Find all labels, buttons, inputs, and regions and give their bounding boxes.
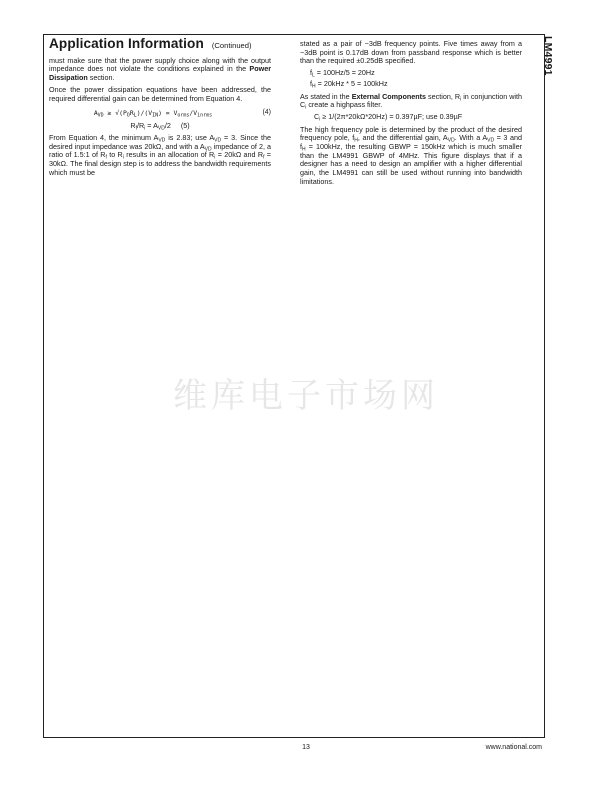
right-column xyxy=(300,40,522,190)
fl-equation: $f_L = 100Hz/5 = 20Hz$ xyxy=(310,68,375,79)
page-number: 13 xyxy=(302,744,310,751)
equation-4-number: (4) xyxy=(262,109,271,117)
left-column xyxy=(49,36,272,180)
paragraph-3: From Equation 4, the minimum $A_{VD}$ is 2.83; use $A_{VD} = 3$. Since the desired input impedance was 20kΩ, and with a $A_{VD}$ impedance of 2, a ratio of 1.5:1 of $R_f$ to $R_i$ results in an allocation of $R_i = 20k\Omega$ and $R_f = 30k\Omega$. The final design step is to address the bandwidth requirements which must be xyxy=(49,132,272,177)
paragraph-4: stated as a pair of −3dB frequency points. Five times away from a −3dB point is 0.17dB down from passband response which is better than the required ±0.25dB specified. xyxy=(300,39,522,66)
paragraph-5: As stated in the External Components section, $R_i$ in conjunction with $C_i$ create a highpass filter. xyxy=(300,91,522,111)
external-components-ref: External Components xyxy=(351,91,427,101)
section-title: Application Information xyxy=(49,36,204,51)
watermark-text: 维库电子市场网 xyxy=(173,376,439,416)
equation-4 xyxy=(49,109,271,118)
paragraph-1: must make sure that the power supply choice along with the output impedance does not violate the conditions explained in the Power Dissipation section. xyxy=(49,55,271,83)
website-link[interactable]: www.national.com xyxy=(485,744,542,751)
side-tab xyxy=(541,36,555,96)
paragraph-6: The high frequency pole is determined by the product of the desired frequency pole, $f_H$, and the differential gain, $A_{VD}$. With a $A_{VD} = 3$ and $f_H = 100kHz$, the resulting GBWP = 150kHz which is much smaller than the LM4991 GBWP of 4MHz. This figure displays that if a designer has a need to design an amplifier with a higher differential gain, the LM4991 can still be used without running into bandwidth limitations. xyxy=(300,124,522,186)
section-heading xyxy=(49,36,271,51)
part-number: LM4991 xyxy=(542,36,554,76)
fh-equation: $f_H = 20kHz * 5 = 100kHz$ xyxy=(310,78,388,90)
equation-5: $R_f/R_i = A_{VD}/2$ (5) xyxy=(130,121,190,132)
paragraph-2: Once the power dissipation equations have been addressed, the required differential gain can be determined from Equation 4. xyxy=(49,84,271,103)
equation-5-number: (5) xyxy=(180,121,190,131)
continued-label: (Continued) xyxy=(211,41,252,50)
power-dissipation-ref: Power Dissipation xyxy=(49,64,271,83)
equation-4-body: $A_{VD} \ge √(P_OR_L)/(V_{IN}) = V_{orms}/V_{inrms}$ xyxy=(93,109,213,119)
ci-equation: $C_i \ge 1/(2\pi*20k\Omega*20Hz) = 0.397\mu F$; use 0.39µF xyxy=(314,111,463,123)
